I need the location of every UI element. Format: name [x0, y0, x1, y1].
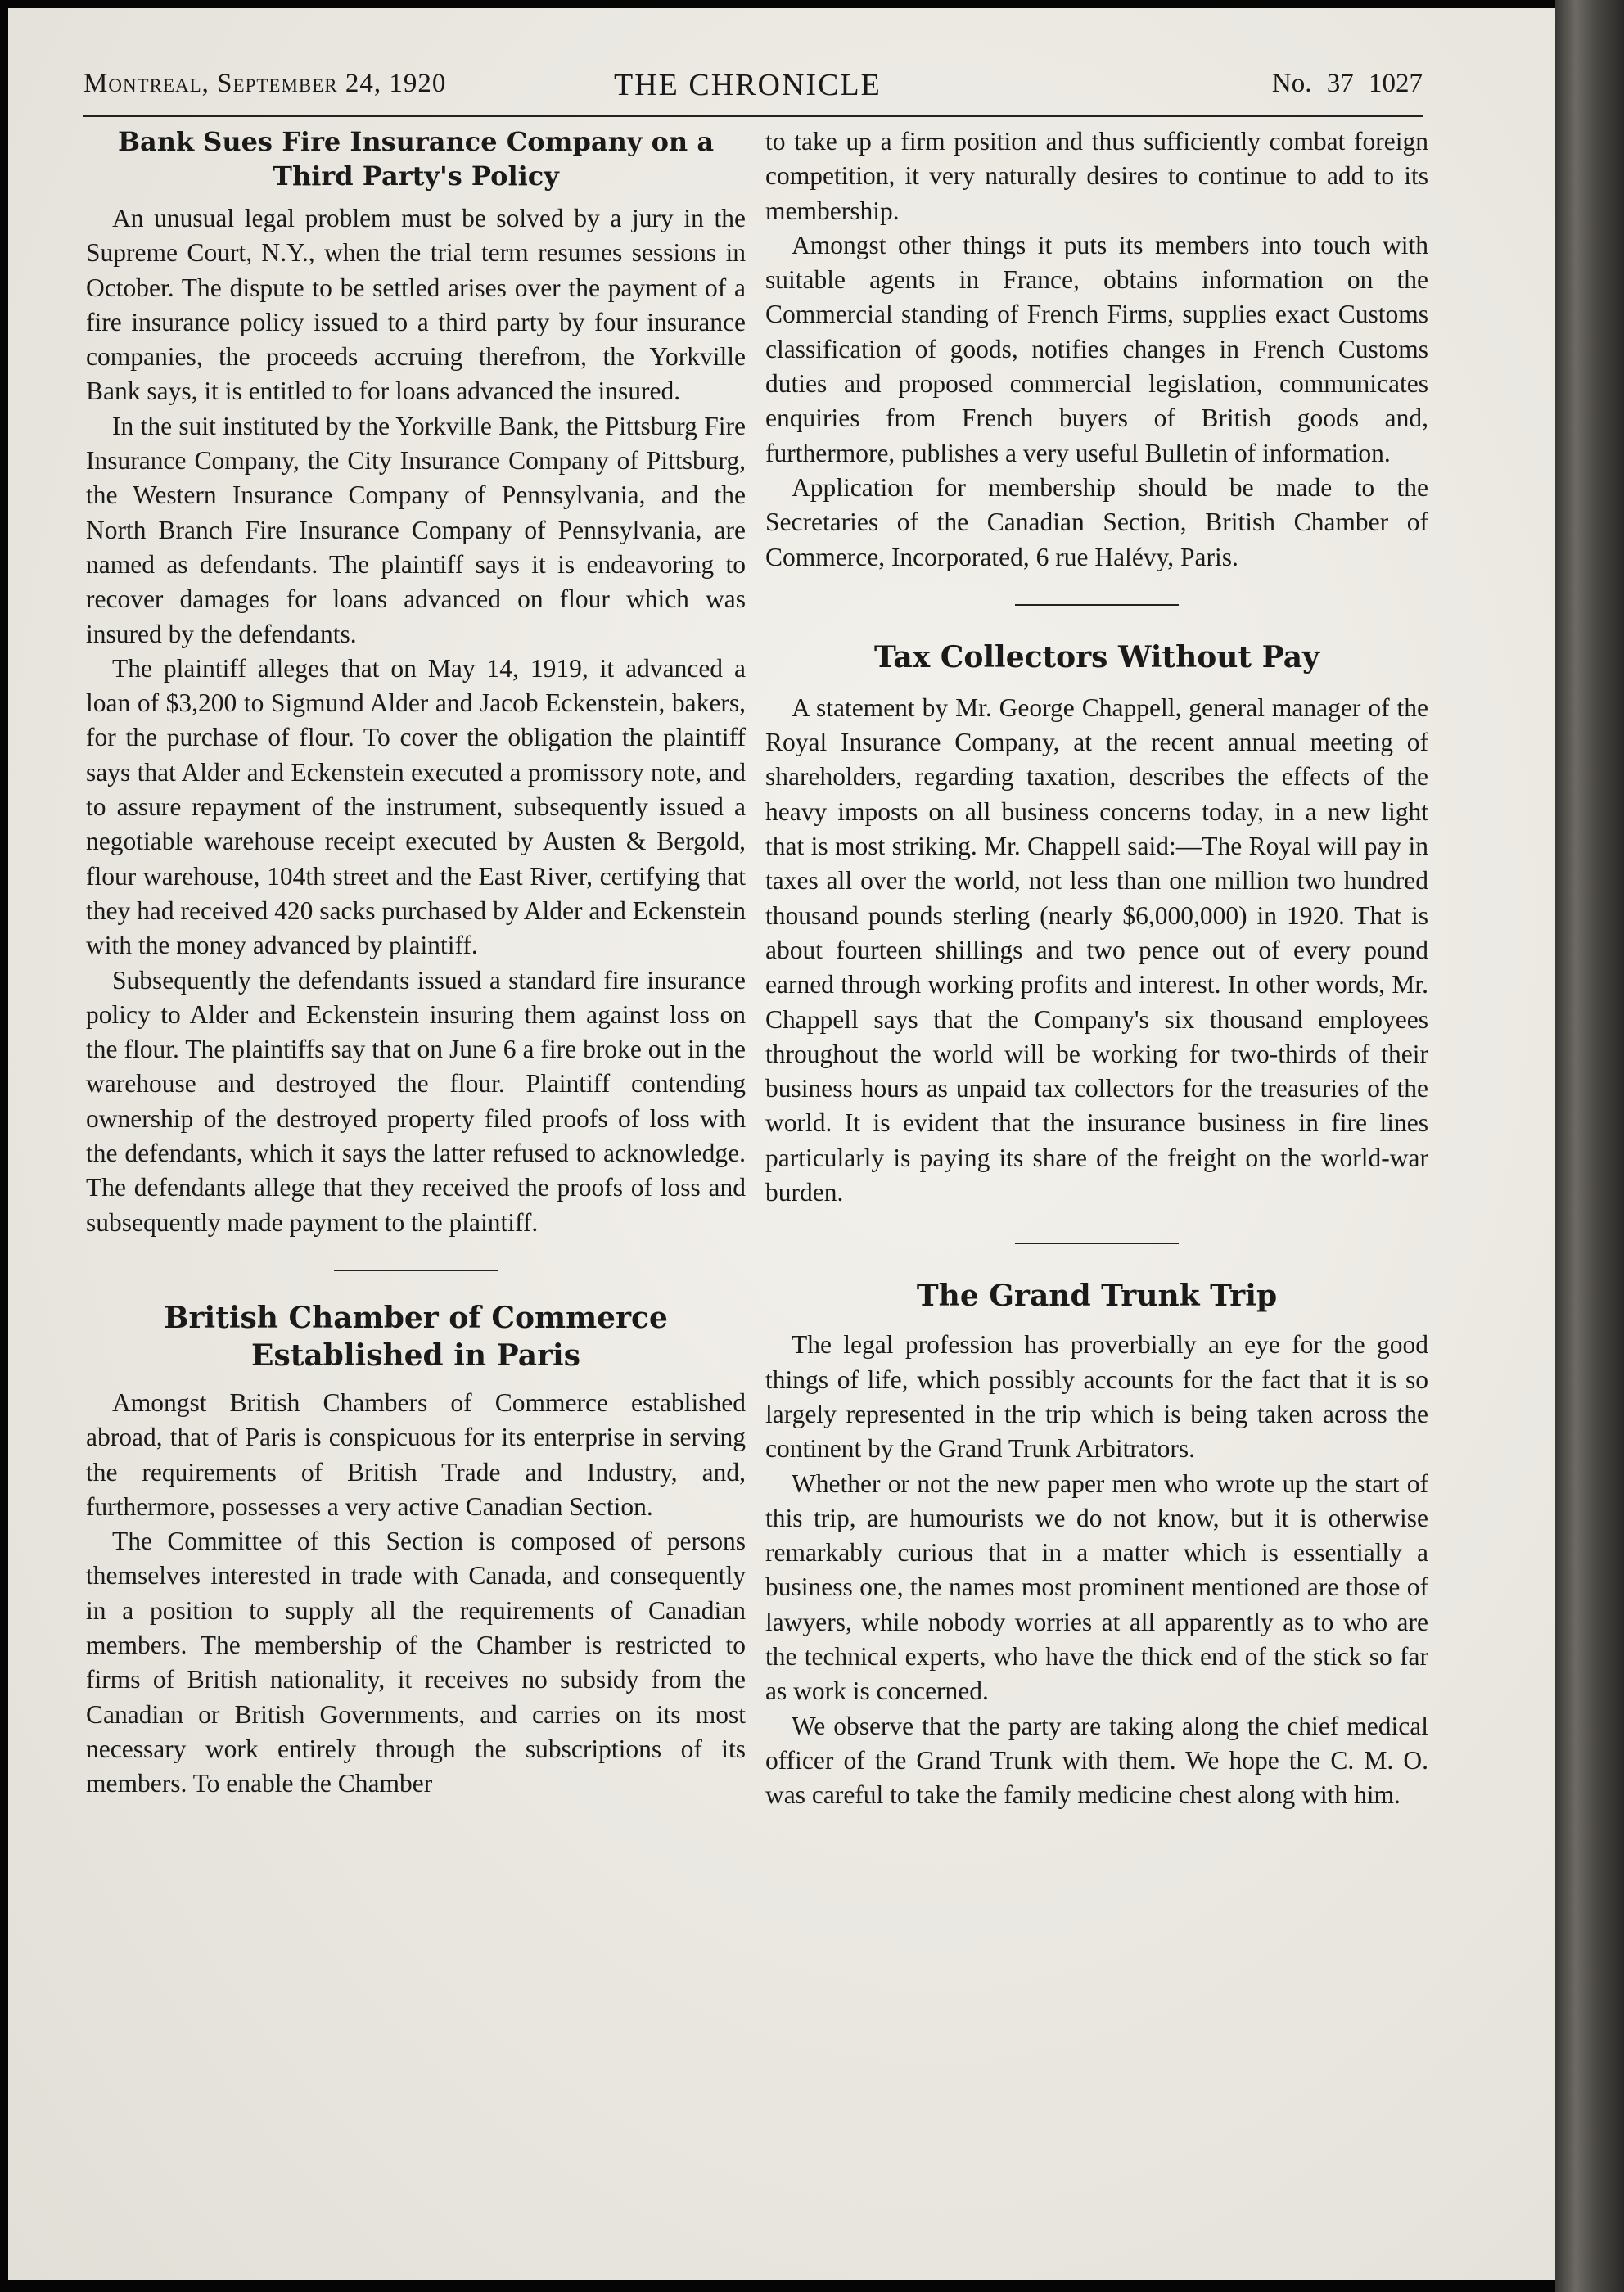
- issue-page-number: No. 37 1027: [1271, 69, 1423, 98]
- article-bank-sues: [86, 124, 746, 1240]
- paragraph: Application for membership should be made to the Secretaries of the Canadian Section, British Chamber of Commerce, Incorporated, 6 rue Halévy, Paris.: [765, 472, 1428, 571]
- title-line: Established in Paris: [251, 1338, 580, 1373]
- article-title: Tax Collectors Without Pay: [874, 639, 1320, 675]
- paragraph: An unusual legal problem must be solved by a jury in the Supreme Court, N.Y., when the trial term resumes sessions in October. The dispute to be settled arises over the payment of a fire insurance policy issued to a third party by four insurance companies, the proceeds accruing therefrom, the Yorkville Bank says, it is entitled to for loans advanced the insured.: [86, 204, 746, 406]
- title-line: Bank Sues Fire Insurance Company on a: [117, 126, 715, 157]
- paragraph: to take up a firm position and thus sufficiently combat foreign competition, it very naturally desires to continue to add to its membership.: [765, 127, 1428, 225]
- paragraph: The Committee of this Section is composed of persons themselves interested in trade with Canada, and consequently in a position to supply all the requirements of Canadian members. The membership of the Chamber is restricted to firms of British nationality, it receives no subsidy from the Canadian or British Governments, and carries on its most necessary work entirely through the subscriptions of its members. To enable the Chamber: [86, 1527, 746, 1798]
- article-title: [86, 124, 746, 193]
- page-header: [83, 67, 1423, 108]
- newspaper-page: [8, 8, 1555, 2280]
- paragraph: Amongst other things it puts its members into touch with suitable agents in France, obtains information on the Commercial standing of French Firms, supplies exact Customs classification of goods, notifies changes in French Customs duties and proposed commercial legislation, communicates enquiries from French buyers of British goods and, furthermore, publishes a very useful Bulletin of information.: [765, 230, 1428, 467]
- article-british-chamber-continued: [765, 124, 1428, 575]
- paragraph: We observe that the party are taking along the chief medical officer of the Grand Trunk with them. We hope the C. M. O. was careful to take the family medicine chest along with him.: [765, 1711, 1428, 1810]
- article-tax-collectors: [765, 638, 1428, 1210]
- book-binding-edge: [1555, 0, 1624, 2292]
- paragraph: The plaintiff alleges that on May 14, 1919, it advanced a loan of $3,200 to Sigmund Alder and Jacob Eckenstein, bakers, for the purchase of flour. To cover the obligation the plaintiff says that Alder and Eckenstein executed a promissory note, and to assure repayment of the instrument, subsequently issued a negotiable warehouse receipt executed by Austen & Bergold, flour warehouse, 104th street and the East River, certifying that they had received 420 sacks purchased by Alder and Eckenstein with the money advanced by plaintiff.: [86, 653, 746, 960]
- left-column: [86, 124, 746, 1801]
- dateline: Montreal, September 24, 1920: [83, 69, 447, 98]
- publication-title: THE CHRONICLE: [614, 68, 882, 102]
- paragraph: In the suit instituted by the Yorkville Bank, the Pittsburg Fire Insurance Company, the City Insurance Company of Pittsburg, the Western Insurance Company of Pennsylvania, and the North Branch Fire Insurance Company of Pennsylvania, are named as defendants. The plaintiff says it is endeavoring to recover damages for loans advanced on flour which was insured by the defendants.: [86, 411, 746, 648]
- right-column: [765, 124, 1428, 1812]
- article-title: The Grand Trunk Trip: [916, 1279, 1278, 1314]
- header-rule: [83, 115, 1423, 117]
- paragraph: The legal profession has proverbially an eye for the good things of life, which possibly accounts for the fact that it is so largely represented in the trip which is being taken across the continent by the Grand Trunk Arbitrators.: [765, 1330, 1428, 1464]
- paragraph: A statement by Mr. George Chappell, general manager of the Royal Insurance Company, at the recent annual meeting of shareholders, regarding taxation, describes the effects of the heavy imposts on all business concerns today, in a new light that is most striking. Mr. Chappell said:—The Royal will pay in taxes all over the world, not less than one million two hundred thousand pounds sterling (nearly $6,000,000) in 1920. That is about fourteen shillings and two pence out of every pound earned through working profits and interest. In other words, Mr. Chappell says that the Company's six thousand employees throughout the world will be working for two-thirds of their business hours as unpaid tax collectors for the treasuries of the world. It is evident that the insurance business in fire lines particularly is paying its share of the freight on the world-war burden.: [765, 693, 1428, 1207]
- paragraph: Subsequently the defendants issued a standard fire insurance policy to Alder and Eckenstein insuring them against loss on the flour. The plaintiffs say that on June 6 a fire broke out in the warehouse and destroyed the flour. Plaintiff contending ownership of the destroyed property filed proofs of loss with the defendants, which it says the latter refused to acknowledge. The defendants allege that they received the proofs of loss and subsequently made payment to the plaintiff.: [86, 965, 746, 1237]
- paragraph: Whether or not the new paper men who wrote up the start of this trip, are humourists we do not know, but it is otherwise remarkably curious that in a matter which is essentially a business one, the names most prominent mentioned are those of lawyers, while nobody worries at all apparently as to who are the technical experts, who have the thick end of the stick so far as work is concerned.: [765, 1469, 1428, 1706]
- paragraph: Amongst British Chambers of Commerce established abroad, that of Paris is conspicuous for its enterprise in serving the requirements of British Trade and Industry, and, furthermore, possesses a very active Canadian Section.: [86, 1387, 746, 1521]
- article-grand-trunk: [765, 1277, 1428, 1812]
- title-line: British Chamber of Commerce: [164, 1300, 668, 1335]
- title-line: Third Party's Policy: [273, 160, 559, 192]
- article-british-chamber: [86, 1299, 746, 1802]
- article-title: [86, 1299, 746, 1374]
